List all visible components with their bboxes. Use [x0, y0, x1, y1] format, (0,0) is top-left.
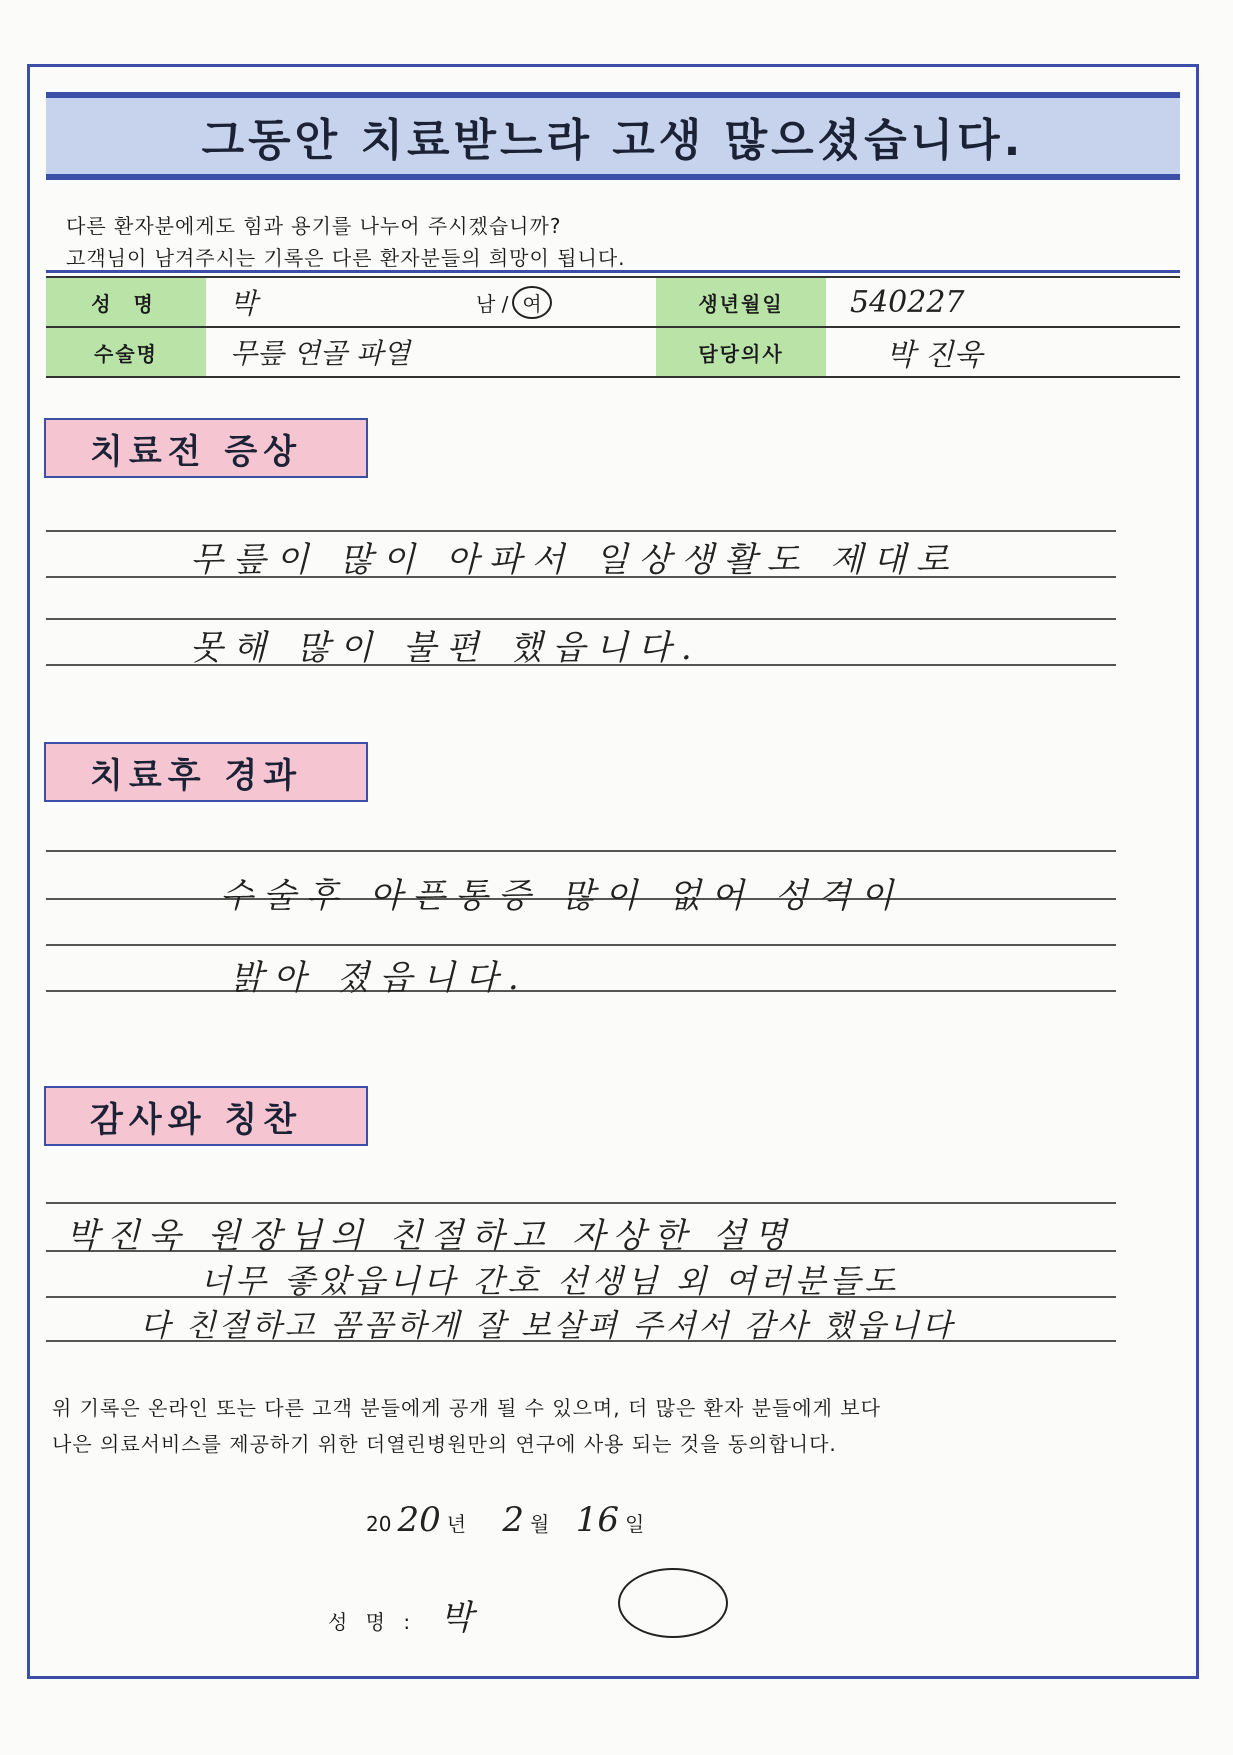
after-text-line-1: 수술후 아픈통증 많이 없어 성격이: [220, 876, 904, 916]
patient-info-table: [46, 276, 1180, 378]
after-text-line-2: 밝아 졌읍니다.: [230, 958, 529, 998]
section-before-label: 치료전 증상: [44, 418, 368, 478]
surgery-label: 수술명: [46, 327, 206, 377]
date-day-label: 일: [625, 1512, 645, 1536]
intro-line-1: 다른 환자분에게도 힘과 용기를 나누어 주시겠습니까?: [66, 214, 562, 238]
info-row-1: [46, 277, 1180, 327]
signature-seal-icon: [618, 1568, 728, 1638]
signature-label: 성 명 :: [328, 1610, 417, 1634]
date-prefix: 20: [366, 1512, 392, 1536]
doctor-value: 박 진욱: [826, 327, 1180, 377]
signature-value: 박: [440, 1598, 473, 1638]
page-title: 그동안 치료받느라 고생 많으셨습니다.: [201, 115, 1025, 166]
before-text-line-2: 못해 많이 불편 했읍니다.: [190, 628, 702, 668]
thanks-text-line-1: 박진욱 원장님의 친절하고 자상한 설명: [66, 1216, 795, 1256]
birth-value: 540227: [826, 277, 1180, 327]
section-thanks-label: 감사와 칭찬: [44, 1086, 368, 1146]
consent-line-2: 나은 의료서비스를 제공하기 위한 더열린병원만의 연구에 사용 되는 것을 동의합니다.: [52, 1432, 837, 1456]
date-month-label: 월: [530, 1512, 550, 1536]
date-month-handwritten: 2: [502, 1500, 525, 1540]
section-after-label: 치료후 경과: [44, 742, 368, 802]
doctor-label: 담당의사: [656, 327, 826, 377]
consent-line-1: 위 기록은 온라인 또는 다른 고객 분들에게 공개 될 수 있으며, 더 많은 환자 분들에게 보다: [52, 1396, 881, 1420]
signature-field: [328, 1590, 473, 1639]
intro-divider: [46, 270, 1180, 273]
gender-female-circled: 여: [512, 286, 551, 319]
surgery-value: 무릎 연골 파열: [206, 327, 656, 377]
write-line: [46, 850, 1116, 852]
info-row-2: [46, 327, 1180, 377]
date-year-handwritten: 20: [397, 1500, 441, 1540]
name-value: 박: [206, 277, 476, 327]
write-line: [46, 990, 1116, 992]
name-label: 성 명: [46, 277, 206, 327]
intro-line-2: 고객님이 남겨주시는 기록은 다른 환자분들의 희망이 됩니다.: [66, 246, 626, 270]
write-line: [46, 944, 1116, 946]
date-field: [366, 1500, 644, 1540]
gender-field: [476, 277, 656, 327]
header-banner: [46, 92, 1180, 180]
date-day-handwritten: 16: [575, 1500, 619, 1540]
before-text-line-1: 무릎이 많이 아파서 일상생활도 제대로: [190, 540, 959, 580]
gender-male-label: 남 /: [476, 291, 509, 316]
write-line: [46, 1202, 1116, 1204]
date-year-label: 년: [446, 1512, 467, 1536]
thanks-text-line-2: 너무 좋았읍니다 간호 선생님 외 여러분들도: [200, 1262, 900, 1300]
birth-label: 생년월일: [656, 277, 826, 327]
thanks-text-line-3: 다 친절하고 꼼꼼하게 잘 보살펴 주셔서 감사 했읍니다: [140, 1308, 955, 1344]
